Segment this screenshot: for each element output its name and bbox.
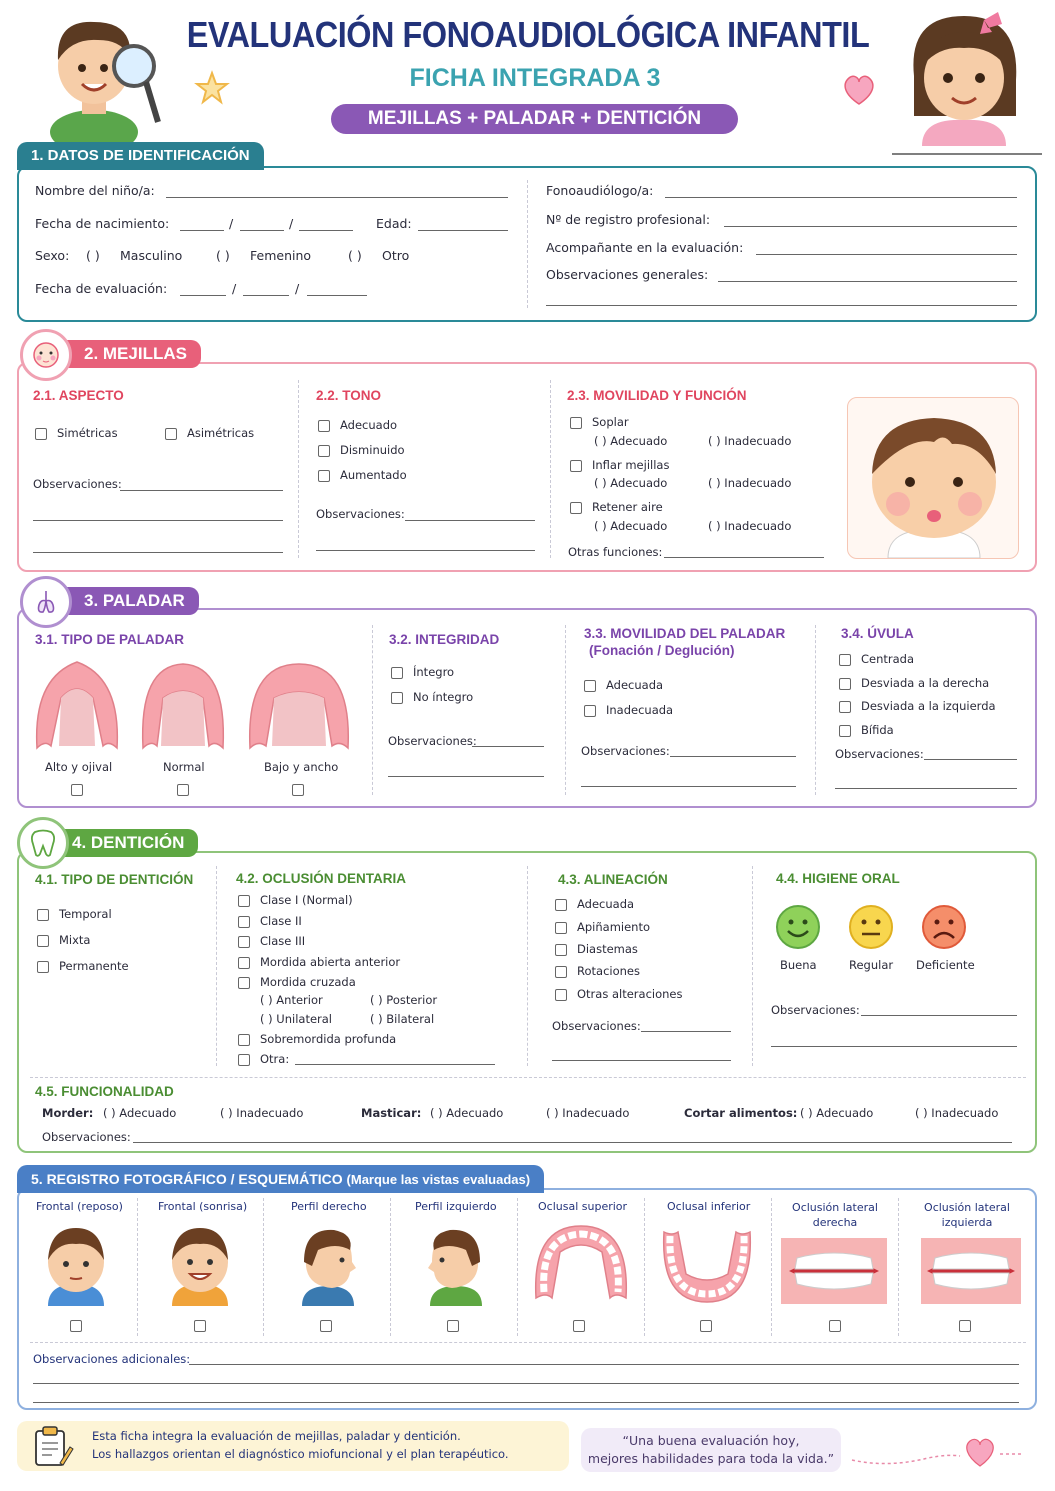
label-aumentado: Aumentado — [340, 468, 407, 482]
input-anio-eval[interactable] — [307, 295, 367, 296]
label-femenino: Femenino — [250, 248, 312, 263]
footer-heart-icon — [848, 1434, 1028, 1473]
checkbox-alineacion-adecuada[interactable] — [555, 897, 634, 911]
label-sexo: Sexo: — [35, 248, 70, 263]
radio-otro[interactable]: ( ) — [348, 248, 362, 263]
checkbox-rotaciones[interactable] — [555, 964, 640, 978]
checkbox-sobremordida[interactable] — [238, 1032, 396, 1046]
oclusal-superior-illustration — [530, 1222, 632, 1305]
input-obs-aspecto[interactable] — [120, 490, 283, 491]
input-obs-uvula-2[interactable] — [835, 788, 1017, 789]
face-frontal-sonrisa-illustration — [164, 1222, 236, 1309]
checkbox-mordida-abierta[interactable] — [238, 955, 400, 969]
heading-tipo-denticion: 4.1. TIPO DE DENTICIÓN — [35, 872, 194, 887]
clipboard-icon — [32, 1425, 74, 1472]
label-clase-2: Clase II — [260, 914, 302, 928]
checkbox-normal[interactable] — [177, 782, 189, 796]
heading-uvula: 3.4. ÚVULA — [841, 626, 914, 641]
input-mes-eval[interactable] — [243, 295, 289, 296]
checkbox-clase-1[interactable] — [238, 893, 353, 907]
tab-paladar: 3. PALADAR — [50, 587, 199, 615]
tab-denticion: 4. DENTICIÓN — [44, 829, 198, 857]
label-retener: Retener aire — [592, 500, 663, 514]
checkbox-desviada-izquierda[interactable] — [839, 699, 996, 713]
input-obs-movilidad-paladar-2[interactable] — [581, 786, 796, 787]
label-obs-funcionalidad: Observaciones: — [42, 1130, 131, 1144]
checkbox-temporal[interactable] — [37, 907, 112, 921]
checkbox-no-integro[interactable] — [391, 690, 473, 704]
label-edad: Edad: — [376, 216, 412, 231]
radio-cortar-adecuado[interactable]: ( ) Adecuado — [800, 1106, 874, 1120]
slash: / — [295, 281, 300, 296]
tab-registro — [17, 1165, 544, 1193]
label-observaciones-generales: Observaciones generales: — [546, 267, 709, 282]
checkbox-bajo-ancho[interactable] — [292, 782, 304, 796]
checkbox-simetricas[interactable] — [35, 426, 118, 440]
input-obs-aspecto-2[interactable] — [33, 520, 283, 521]
footer-line-2: Los hallazgos orientan el diagnóstico miofuncional y el plan terapéutico. — [92, 1447, 509, 1461]
palate-alto-illustration — [33, 658, 121, 757]
label-clase-3: Clase III — [260, 934, 306, 948]
label-fonoaudiologo: Fonoaudiólogo/a: — [546, 183, 654, 198]
heading-funcionalidad: 4.5. FUNCIONALIDAD — [35, 1084, 174, 1099]
label-no-integro: No íntegro — [413, 690, 474, 704]
checkbox-tono-disminuido[interactable] — [318, 443, 405, 457]
palate-normal-illustration — [139, 658, 227, 757]
checkbox-otras-alteraciones[interactable] — [555, 987, 683, 1001]
label-simetricas: Simétricas — [57, 426, 118, 440]
radio-inflar-inadecuado[interactable]: ( ) Inadecuado — [708, 476, 792, 490]
radio-inflar-adecuado[interactable]: ( ) Adecuado — [594, 476, 668, 490]
checkbox-clase-3[interactable] — [238, 934, 305, 948]
label-asimetricas: Asimétricas — [187, 426, 255, 440]
slash: / — [229, 216, 234, 231]
label-cortar: Cortar alimentos: — [684, 1106, 798, 1120]
tab-mejillas: 2. MEJILLAS — [50, 340, 201, 368]
input-acompanante[interactable] — [756, 254, 1017, 255]
radio-masculino[interactable]: ( ) — [86, 248, 100, 263]
label-observaciones-adicionales: Observaciones adicionales: — [33, 1352, 191, 1366]
label-masculino: Masculino — [120, 248, 183, 263]
heading-tono: 2.2. TONO — [316, 388, 382, 403]
label-otras-alteraciones: Otras alteraciones — [577, 987, 683, 1001]
heading-oclusion: 4.2. OCLUSIÓN DENTARIA — [236, 871, 407, 886]
label-otro: Otro — [382, 248, 410, 263]
label-sobremordida: Sobremordida profunda — [260, 1032, 397, 1046]
checkbox-perfil-izquierdo[interactable] — [447, 1318, 459, 1332]
checkbox-oclusal-superior[interactable] — [573, 1318, 585, 1332]
checkbox-bifida[interactable] — [839, 723, 894, 737]
input-obs-tono-2[interactable] — [316, 550, 535, 551]
checkbox-oclusal-inferior[interactable] — [700, 1318, 712, 1332]
input-obs-higiene-2[interactable] — [771, 1046, 1017, 1047]
radio-soplar-adecuado[interactable]: ( ) Adecuado — [594, 434, 668, 448]
label-diastemas: Diastemas — [577, 942, 638, 956]
view-label-perfil-derecho: Perfil derecho — [291, 1200, 367, 1213]
input-obs-aspecto-3[interactable] — [33, 552, 283, 553]
input-obs-integridad[interactable] — [472, 746, 544, 747]
label-rotaciones: Rotaciones — [577, 964, 640, 978]
label-temporal: Temporal — [59, 907, 112, 921]
page-subtitle: FICHA INTEGRADA 3 — [409, 64, 661, 92]
heading-movilidad-paladar: 3.3. MOVILIDAD DEL PALADAR — [584, 626, 786, 641]
checkbox-apinamiento[interactable] — [555, 920, 650, 934]
label-bifida: Bífida — [861, 723, 894, 737]
label-fecha-nacimiento: Fecha de nacimiento: — [35, 216, 170, 231]
quote-line-2: mejores habilidades para toda la vida.” — [587, 1451, 835, 1466]
input-mes-nac[interactable] — [240, 230, 284, 231]
radio-soplar-inadecuado[interactable]: ( ) Inadecuado — [708, 434, 792, 448]
radio-anterior[interactable]: ( ) Anterior — [260, 993, 323, 1007]
input-observaciones-adicionales-3[interactable] — [33, 1402, 1019, 1403]
label-apinamiento: Apiñamiento — [577, 920, 651, 934]
face-perfil-derecho-illustration — [292, 1222, 364, 1309]
view-label-frontal-sonrisa: Frontal (sonrisa) — [158, 1200, 248, 1213]
label-regular: Regular — [849, 958, 894, 972]
input-obs-uvula[interactable] — [924, 759, 1017, 760]
label-soplar: Soplar — [592, 415, 629, 429]
input-dia-nac[interactable] — [180, 230, 224, 231]
checkbox-mordida-cruzada[interactable] — [238, 975, 356, 989]
checkbox-integro[interactable] — [391, 665, 454, 679]
input-observaciones-adicionales-2[interactable] — [33, 1383, 1019, 1384]
checkbox-clase-2[interactable] — [238, 914, 302, 928]
checkbox-desviada-derecha[interactable] — [839, 676, 989, 690]
input-anio-nac[interactable] — [299, 230, 353, 231]
tooth-icon — [17, 817, 69, 869]
label-paladar-adecuada: Adecuada — [606, 678, 664, 692]
heading-tipo-paladar: 3.1. TIPO DE PALADAR — [35, 632, 185, 647]
checkbox-diastemas[interactable] — [555, 942, 638, 956]
label-nombre: Nombre del niño/a: — [35, 183, 155, 198]
label-bajo-ancho: Bajo y ancho — [264, 760, 339, 774]
label-masticar: Masticar: — [361, 1106, 422, 1120]
checkbox-perfil-derecho[interactable] — [320, 1318, 332, 1332]
slash: / — [289, 216, 294, 231]
radio-masticar-adecuado[interactable]: ( ) Adecuado — [430, 1106, 504, 1120]
label-normal: Normal — [163, 760, 205, 774]
label-obs-uvula: Observaciones: — [835, 747, 924, 761]
radio-cortar-inadecuado[interactable]: ( ) Inadecuado — [915, 1106, 999, 1120]
checkbox-oclusion-lateral-izquierda[interactable] — [959, 1318, 971, 1332]
checkbox-paladar-inadecuada[interactable] — [584, 703, 673, 717]
view-label-perfil-izquierdo: Perfil izquierdo — [415, 1200, 497, 1213]
input-dia-eval[interactable] — [180, 295, 226, 296]
face-perfil-izquierdo-illustration — [420, 1222, 492, 1309]
lungs-icon — [20, 576, 72, 628]
happy-face-icon[interactable] — [775, 904, 821, 953]
label-alineacion-adecuada: Adecuada — [577, 897, 635, 911]
checkbox-asimetricas[interactable] — [165, 426, 254, 440]
checkbox-centrada[interactable] — [839, 652, 914, 666]
label-deficiente: Deficiente — [916, 958, 975, 972]
label-alto-ojival: Alto y ojival — [45, 760, 113, 774]
label-paladar-inadecuada: Inadecuada — [606, 703, 674, 717]
neutral-face-icon[interactable] — [848, 904, 894, 953]
tab-registro-label: 5. REGISTRO FOTOGRÁFICO / ESQUEMÁTICO — [31, 1171, 343, 1187]
sections-pill: MEJILLAS + PALADAR + DENTICIÓN — [331, 104, 738, 134]
checkbox-tono-aumentado[interactable] — [318, 468, 407, 482]
checkbox-soplar[interactable] — [570, 415, 629, 429]
input-edad[interactable] — [418, 230, 508, 231]
heading-integridad: 3.2. INTEGRIDAD — [389, 632, 500, 647]
label-otra-oclusion: Otra: — [260, 1052, 290, 1066]
input-obs-higiene[interactable] — [861, 1015, 1017, 1016]
radio-morder-inadecuado[interactable]: ( ) Inadecuado — [220, 1106, 304, 1120]
cheek-face-icon — [20, 329, 72, 381]
radio-bilateral[interactable]: ( ) Bilateral — [370, 1012, 435, 1026]
label-obs-movilidad-paladar: Observaciones: — [581, 744, 670, 758]
checkbox-inflar[interactable] — [570, 458, 669, 472]
radio-unilateral[interactable]: ( ) Unilateral — [260, 1012, 332, 1026]
label-permanente: Permanente — [59, 959, 129, 973]
checkbox-otra-oclusion[interactable] — [238, 1052, 289, 1066]
heading-movilidad-paladar-sub: (Fonación / Deglución) — [589, 643, 735, 658]
checkbox-alto-ojival[interactable] — [71, 782, 83, 796]
label-tono-adecuado: Adecuado — [340, 418, 398, 432]
slash: / — [232, 281, 237, 296]
input-obs-integridad-2[interactable] — [388, 776, 544, 777]
checkbox-permanente[interactable] — [37, 959, 129, 973]
view-label-oclusion-lateral-izquierda: Oclusión lateral izquierda — [924, 1201, 1010, 1229]
checkbox-frontal-reposo[interactable] — [70, 1318, 82, 1332]
heading-movilidad-mejillas: 2.3. MOVILIDAD Y FUNCIÓN — [567, 388, 747, 403]
checkbox-oclusion-lateral-derecha[interactable] — [829, 1318, 841, 1332]
label-inflar: Inflar mejillas — [592, 458, 670, 472]
palate-bajo-illustration — [246, 658, 352, 757]
label-acompanante: Acompañante en la evaluación: — [546, 240, 744, 255]
view-label-oclusal-superior: Oclusal superior — [538, 1200, 628, 1213]
heading-higiene: 4.4. HIGIENE ORAL — [776, 871, 900, 886]
label-desviada-izquierda: Desviada a la izquierda — [861, 699, 996, 713]
input-obs-tono[interactable] — [405, 520, 535, 521]
oclusion-lateral-izquierda-illustration — [921, 1238, 1021, 1307]
input-registro[interactable] — [724, 226, 1017, 227]
view-label-oclusal-inferior: Oclusal inferior — [667, 1200, 751, 1213]
label-integro: Íntegro — [413, 665, 455, 679]
radio-posterior[interactable]: ( ) Posterior — [370, 993, 438, 1007]
input-obs-alineacion-2[interactable] — [552, 1060, 731, 1061]
label-mordida-cruzada: Mordida cruzada — [260, 975, 356, 989]
label-obs-higiene: Observaciones: — [771, 1003, 860, 1017]
label-clase-1: Clase I (Normal) — [260, 893, 353, 907]
label-obs-aspecto: Observaciones: — [33, 477, 122, 491]
input-obs-movilidad-paladar[interactable] — [670, 756, 796, 757]
oclusal-inferior-illustration — [658, 1226, 756, 1309]
label-fecha-evaluacion: Fecha de evaluación: — [35, 281, 168, 296]
radio-masticar-inadecuado[interactable]: ( ) Inadecuado — [546, 1106, 630, 1120]
checkbox-mixta[interactable] — [37, 933, 90, 947]
label-obs-tono: Observaciones: — [316, 507, 405, 521]
label-buena: Buena — [780, 958, 817, 972]
input-observaciones-generales[interactable] — [718, 281, 1017, 282]
label-obs-alineacion: Observaciones: — [552, 1019, 641, 1033]
checkbox-tono-adecuado[interactable] — [318, 418, 397, 432]
checkbox-frontal-sonrisa[interactable] — [194, 1318, 206, 1332]
input-obs-alineacion[interactable] — [641, 1031, 731, 1032]
label-otras-funciones: Otras funciones: — [568, 545, 663, 559]
tab-identification: 1. DATOS DE IDENTIFICACIÓN — [17, 142, 264, 170]
label-morder: Morder: — [42, 1106, 94, 1120]
page-title: EVALUACIÓN FONOAUDIOLÓGICA INFANTIL — [186, 14, 870, 55]
quote-line-1: “Una buena evaluación hoy, — [622, 1433, 800, 1448]
face-frontal-reposo-illustration — [40, 1222, 112, 1309]
radio-retener-adecuado[interactable]: ( ) Adecuado — [594, 519, 668, 533]
radio-retener-inadecuado[interactable]: ( ) Inadecuado — [708, 519, 792, 533]
footer-line-1: Esta ficha integra la evaluación de mejillas, paladar y dentición. — [92, 1429, 461, 1443]
label-desviada-derecha: Desviada a la derecha — [861, 676, 990, 690]
sad-face-icon[interactable] — [921, 904, 967, 953]
label-mixta: Mixta — [59, 933, 91, 947]
oclusion-lateral-derecha-illustration — [781, 1238, 887, 1307]
heading-aspecto: 2.1. ASPECTO — [33, 388, 124, 403]
view-label-frontal-reposo: Frontal (reposo) — [36, 1200, 123, 1213]
tab-registro-note: (Marque las vistas evaluadas) — [346, 1172, 531, 1187]
input-otras-funciones[interactable] — [664, 557, 824, 558]
input-nombre[interactable] — [166, 197, 508, 198]
label-centrada: Centrada — [861, 652, 915, 666]
input-fonoaudiologo[interactable] — [665, 197, 1017, 198]
label-mordida-abierta: Mordida abierta anterior — [260, 955, 401, 969]
puffed-cheeks-illustration — [847, 397, 1019, 559]
label-obs-integridad: Observaciones: — [388, 734, 477, 748]
heading-alineacion: 4.3. ALINEACIÓN — [558, 872, 668, 887]
checkbox-paladar-adecuada[interactable] — [584, 678, 663, 692]
label-disminuido: Disminuido — [340, 443, 405, 457]
radio-morder-adecuado[interactable]: ( ) Adecuado — [103, 1106, 177, 1120]
view-label-oclusion-lateral-derecha: Oclusión lateral derecha — [792, 1201, 878, 1229]
checkbox-retener[interactable] — [570, 500, 663, 514]
input-otra-oclusion[interactable] — [295, 1064, 495, 1065]
label-registro: Nº de registro profesional: — [546, 212, 711, 227]
input-observaciones-generales-2[interactable] — [546, 305, 1017, 306]
input-obs-funcionalidad[interactable] — [133, 1142, 1012, 1143]
radio-femenino[interactable]: ( ) — [216, 248, 230, 263]
input-observaciones-adicionales[interactable] — [189, 1364, 1019, 1365]
